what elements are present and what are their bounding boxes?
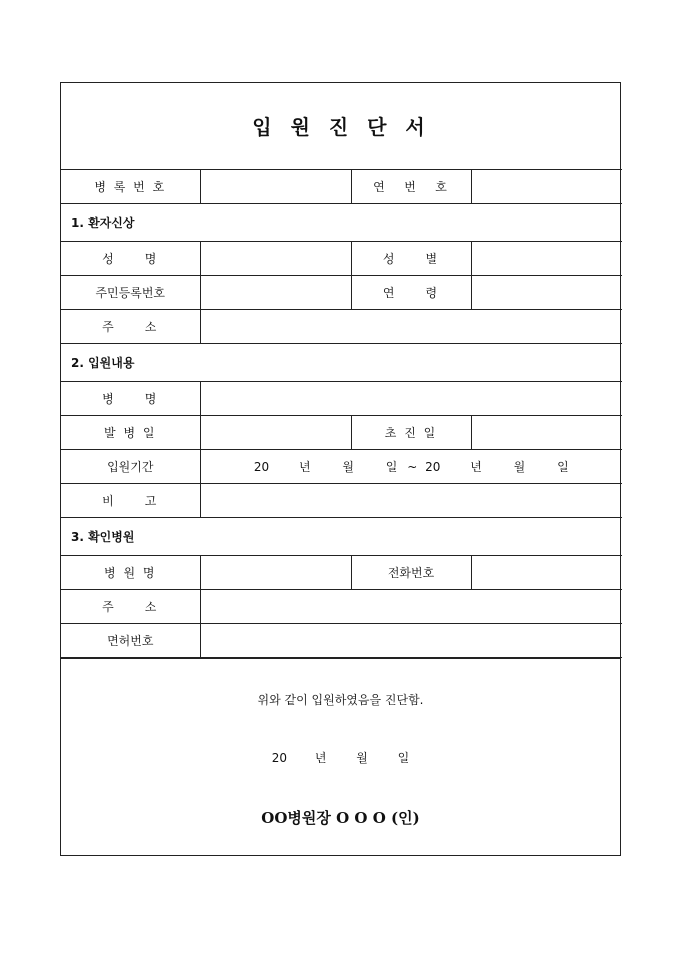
hospital-director-signature: OO병원장 O O O (인) (261, 808, 420, 827)
rrn-label: 주민등록번호 (61, 275, 200, 309)
admission-period-label: 입원기간 (61, 449, 200, 483)
diagnosis-statement: 위와 같이 입원하였음을 진단함. (257, 692, 424, 707)
period-day-unit-1: 일 (385, 459, 398, 474)
onset-date-field[interactable] (200, 415, 351, 449)
section-admission-heading: 2. 입원내용 (61, 343, 622, 381)
onset-date-label: 발 병 일 (61, 415, 200, 449)
section-patient-heading: 1. 환자신상 (61, 203, 622, 241)
remarks-label: 비 고 (61, 483, 200, 517)
remarks-field[interactable] (200, 483, 622, 517)
first-visit-field[interactable] (471, 415, 622, 449)
period-month-unit-2: 월 (513, 459, 526, 474)
age-label: 연 령 (351, 275, 471, 309)
period-day-unit-2: 일 (557, 459, 569, 474)
name-label: 성 명 (61, 241, 200, 275)
serial-no-field[interactable] (471, 169, 622, 203)
issue-date (61, 749, 620, 766)
serial-no-label: 연 번 호 (351, 169, 471, 203)
issue-date-month-unit: 월 (356, 750, 368, 765)
first-visit-label: 초 진 일 (351, 415, 471, 449)
period-tilde: ~ (407, 459, 418, 474)
age-field[interactable] (471, 275, 622, 309)
hospital-name-field[interactable] (200, 555, 351, 589)
period-year-unit-1: 년 (298, 459, 311, 474)
patient-address-field[interactable] (200, 309, 622, 343)
record-no-label: 병 록 번 호 (61, 169, 200, 203)
period-year-unit-2: 년 (470, 459, 482, 474)
sex-field[interactable] (471, 241, 622, 275)
hospital-name-label: 병 원 명 (61, 555, 200, 589)
page-title: 입 원 진 단 서 (61, 83, 622, 169)
period-start-year: 20 (253, 459, 270, 474)
issue-date-day-unit: 일 (397, 750, 410, 765)
period-end-year: 20 (425, 459, 441, 474)
issue-date-year-unit: 년 (314, 750, 327, 765)
name-field[interactable] (200, 241, 351, 275)
form-footer (61, 658, 620, 855)
form-table (61, 83, 622, 658)
hospital-address-field[interactable] (200, 589, 622, 623)
section-hospital-heading: 3. 확인병원 (61, 517, 622, 555)
period-month-unit-1: 월 (342, 459, 354, 474)
license-no-field[interactable] (200, 623, 622, 657)
rrn-field[interactable] (200, 275, 351, 309)
disease-label: 병 명 (61, 381, 200, 415)
admission-diagnosis-form (60, 82, 621, 856)
record-no-field[interactable] (200, 169, 351, 203)
issue-date-year: 20 (271, 750, 287, 765)
disease-field[interactable] (200, 381, 622, 415)
admission-period-field[interactable] (200, 449, 622, 483)
patient-address-label: 주 소 (61, 309, 200, 343)
license-no-label: 면허번호 (61, 623, 200, 657)
hospital-address-label: 주 소 (61, 589, 200, 623)
phone-field[interactable] (471, 555, 622, 589)
phone-label: 전화번호 (351, 555, 471, 589)
sex-label: 성 별 (351, 241, 471, 275)
